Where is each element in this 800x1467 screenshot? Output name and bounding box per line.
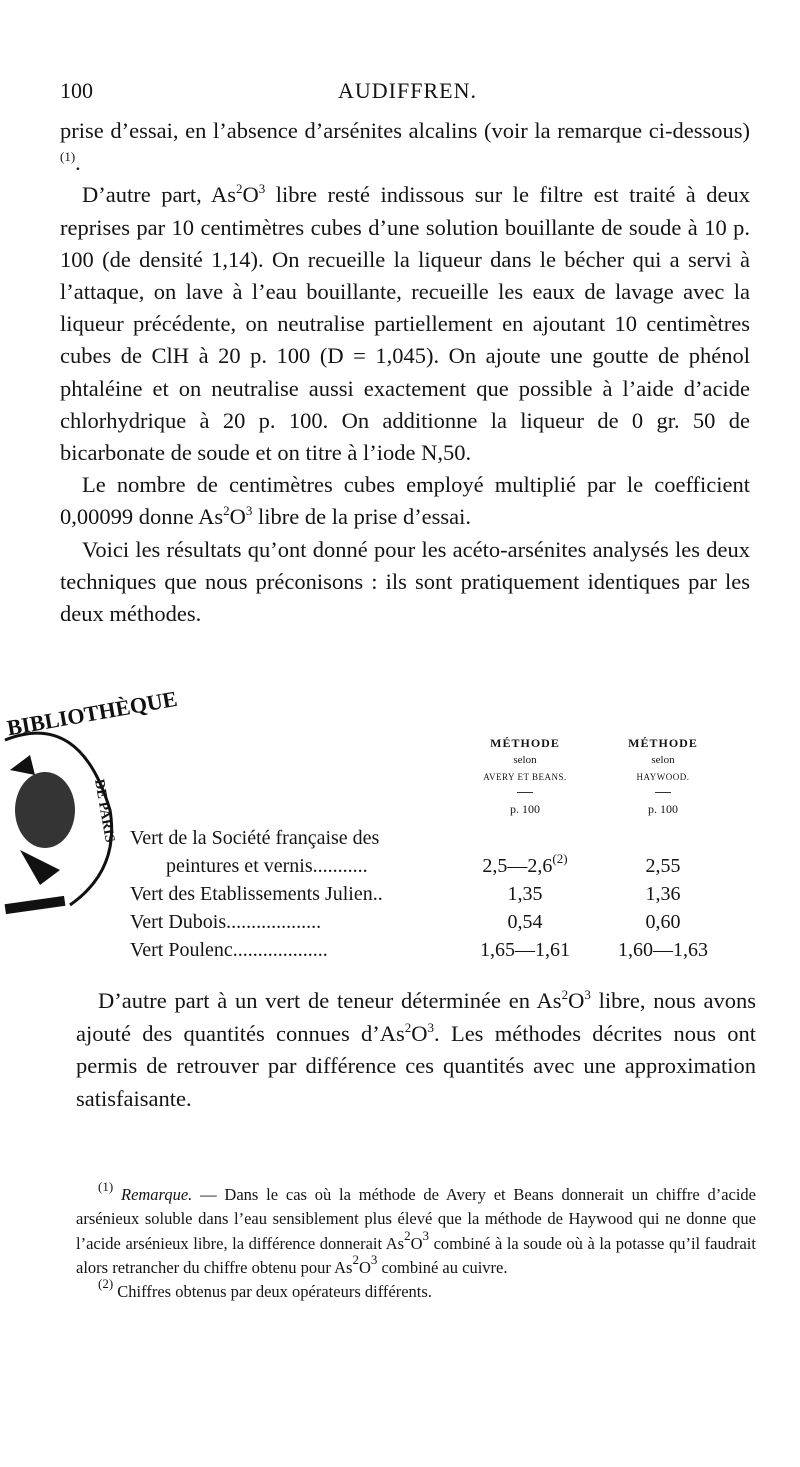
footnote-1-d: O (358, 1257, 371, 1277)
value-text: 2,5—2,6 (482, 855, 553, 877)
closing-a: D’autre part à un vert de teneur déterminée en As (98, 988, 562, 1013)
column-header-avery-beans (460, 735, 590, 818)
row-value-haywood: 1,36 (645, 883, 681, 905)
footnote-1-mark: (1) (98, 1179, 114, 1194)
footnote-1-b: O (410, 1233, 423, 1253)
row-value-haywood: 2,55 (645, 855, 681, 877)
paragraph-1-text: prise d’essai, en l’absence d’arsénites alcalins (voir la remarque ci-dessous) (60, 118, 750, 143)
row-value-avery: 1,65—1,61 (480, 939, 570, 961)
closing-sup-2b: 2 (404, 1019, 412, 1035)
col1-selon: selon (513, 754, 537, 766)
paragraph-4: Voici les résultats qu’ont donné pour les acéto-arsénites analysés les deux techniques que nous préconisons : ils sont pratiquement identiques par les deux méthodes. (60, 536, 750, 627)
closing-e: . Les méthodes décrites nous ont permis de retrouver par différence ces quantités avec une approximation satisfaisante. (76, 1020, 756, 1111)
p2-text-b: O (242, 182, 259, 208)
row-value-avery: 0,54 (507, 911, 543, 933)
footnote-ref-1: (1) (60, 149, 76, 165)
running-title: AUDIFFREN. (338, 78, 477, 103)
footnote-1-a: — Dans le cas où la méthode de Avery et Beans donnerait un chiffre d’acide arsénieux soluble dans l’eau sensiblement plus élevé que la méthode de Haywood qui ne donne que l’acide arsénieux libre, la différence donnerait As (76, 1185, 756, 1253)
fn-sup-2b: 2 (352, 1251, 359, 1267)
row-label: Vert des Etablissements Julien.. (130, 883, 383, 905)
table-row (130, 825, 750, 851)
footnote-1 (76, 1179, 756, 1280)
closing-paragraph (76, 985, 756, 1115)
footnote-2-mark: (2) (98, 1276, 114, 1292)
table-row (130, 909, 750, 935)
col2-rule (655, 792, 671, 793)
stamp-text-side: DE PARIS (91, 778, 117, 844)
col2-unit: p. 100 (648, 802, 678, 816)
footnote-2-text: Chiffres obtenus par deux opérateurs différents. (117, 1282, 432, 1302)
value-note: (2) (552, 851, 568, 866)
col2-title: MÉTHODE (628, 736, 698, 750)
page-header (60, 78, 760, 108)
row-value-avery: 1,35 (507, 883, 543, 905)
fn-sup-2a: 2 (404, 1227, 411, 1243)
footnote-1-label: Remarque. (120, 1185, 193, 1204)
p2-sup-2: 2 (236, 181, 243, 197)
closing-sup-3b: 3 (427, 1019, 435, 1035)
p2-text-c: libre resté indissous sur le filtre est traité à deux reprises par 10 centimètres cubes d’une solution bouillante de soude à 10 p. 100 (de densité 1,14). On recueille la liqueur dans le bécher qui a servi à l’attaque, on lave à l’eau bouillante, recueille les eaux de lavage avec la liqueur précédente, on neutralise partiellement en ajoutant 10 centimètres cubes de ClH à 20 p. 100 (D = 1,045). On ajoute une goutte de phénol phtaléine et on neutralise aussi exactement que possible à l’aide d’acide chlorhydrique à 20 p. 100. On additionne la liqueur de 0 gr. 50 de bicarbonate de soude et on titre à l’iode N,50. (60, 182, 751, 466)
col1-title: MÉTHODE (490, 736, 560, 750)
fn-sup-3b: 3 (370, 1251, 378, 1267)
col1-unit: p. 100 (510, 802, 540, 816)
page-number: 100 (60, 78, 93, 103)
table-row (130, 937, 750, 963)
p3-sup-3: 3 (245, 503, 253, 519)
col1-rule (517, 792, 533, 793)
p3-sup-2: 2 (223, 503, 230, 519)
table-row (130, 881, 750, 907)
p3-text-b: O (229, 504, 246, 530)
paragraph-3 (60, 469, 750, 533)
body-text (60, 115, 750, 630)
fn-sup-3a: 3 (422, 1227, 429, 1243)
column-header-haywood (598, 735, 728, 818)
row-label: peintures et vernis........... (166, 855, 368, 877)
row-label: Vert Dubois................... (130, 911, 322, 933)
footnotes (76, 1179, 756, 1304)
stamp-text-top: BIBLIOTHÈQUE (5, 685, 180, 741)
closing-d: O (411, 1020, 428, 1046)
row-label: Vert de la Société française des (130, 827, 380, 849)
closing-b: O (568, 988, 585, 1013)
row-value-haywood: 0,60 (645, 911, 681, 933)
footnote-1-e: combiné au cuivre. (377, 1257, 508, 1277)
closing-c: libre, nous avons ajouté des quantités connues d’As (76, 988, 756, 1046)
footnote-1-c: combiné à la soude où à la potasse qu’il faudrait alors retrancher du chiffre obtenu pour As (76, 1233, 756, 1277)
table-row (130, 853, 750, 879)
paragraph-2 (60, 179, 750, 469)
library-stamp (0, 685, 180, 930)
closing-sup-2a: 2 (561, 987, 569, 1002)
footnote-2 (76, 1276, 756, 1304)
row-value-avery (460, 853, 590, 879)
row-value-haywood: 1,60—1,63 (618, 939, 708, 961)
col2-method-name: HAYWOOD. (636, 772, 690, 782)
closing-text (76, 985, 756, 1115)
row-label: Vert Poulenc................... (130, 939, 328, 961)
col2-selon: selon (651, 754, 675, 766)
p3-text-a: Le nombre de centimètres cubes employé multiplié par le coefficient 0,00099 donne As (60, 472, 750, 530)
closing-sup-3a: 3 (584, 987, 591, 1002)
p3-text-c: libre de la prise d’essai. (252, 504, 472, 530)
paragraph-1: prise d’essai, en l’absence d’arsénites alcalins (voir la remarque ci-dessous)$^{(1)}$. (60, 118, 750, 176)
p2-text-a: D’autre part, As (82, 182, 237, 208)
p2-sup-3: 3 (258, 181, 266, 197)
col1-method-name: AVERY ET BEANS. (483, 772, 567, 782)
